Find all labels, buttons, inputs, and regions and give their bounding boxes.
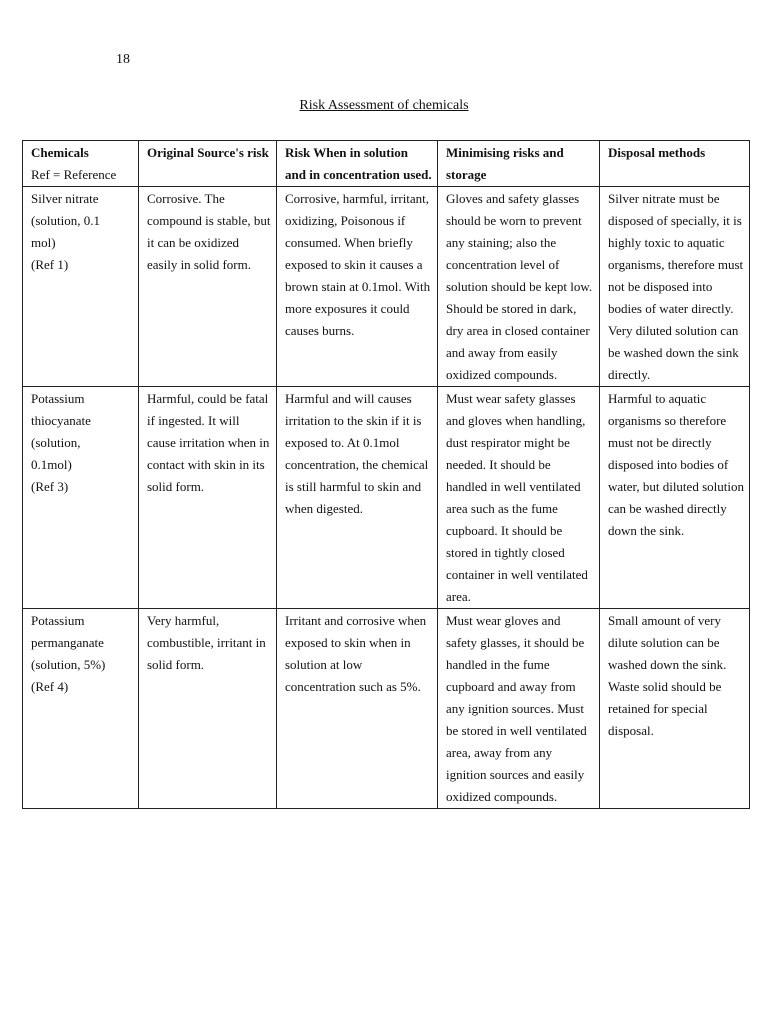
document-title — [0, 98, 768, 114]
cell-solution-risk: Irritant and corrosive when exposed to skin when in solution at low concentration such as 5%. — [277, 609, 438, 809]
cell-chemical — [23, 187, 139, 387]
header-disposal: Disposal methods — [600, 141, 750, 187]
header-chemicals — [23, 141, 139, 187]
chemical-line: (Ref 4) — [31, 679, 69, 694]
chemical-line: mol) — [31, 235, 56, 250]
table-row — [23, 609, 750, 809]
cell-source-risk: Harmful, could be fatal if ingested. It will cause irritation when in contact with skin in its solid form. — [139, 387, 277, 609]
cell-disposal: Small amount of very dilute solution can be washed down the sink. Waste solid should be retained for special disposal. — [600, 609, 750, 809]
header-chemicals-subtitle: Ref = Reference — [31, 167, 117, 182]
chemical-line: Potassium — [31, 613, 85, 628]
cell-minimising: Must wear gloves and safety glasses, it should be handled in the fume cupboard and away from any ignition sources. Must be stored in well ventilated area, away from any ignition sources and easily oxidized compounds. — [438, 609, 600, 809]
document-title-text: Risk Assessment of chemicals — [299, 98, 469, 113]
header-solution-risk: Risk When in solution and in concentration used. — [277, 141, 438, 187]
cell-minimising: Must wear safety glasses and gloves when handling, dust respirator might be needed. It should be handled in well ventilated area such as the fume cupboard. It should be stored in tightly closed container in well ventilated area. — [438, 387, 600, 609]
chemical-line: (solution, 0.1 — [31, 213, 100, 228]
cell-source-risk: Very harmful, combustible, irritant in solid form. — [139, 609, 277, 809]
cell-chemical — [23, 387, 139, 609]
table-row — [23, 387, 750, 609]
chemical-line: thiocyanate — [31, 413, 91, 428]
chemical-line: Potassium — [31, 391, 85, 406]
cell-solution-risk: Corrosive, harmful, irritant, oxidizing, Poisonous if consumed. When briefly exposed to skin it causes a brown stain at 0.1mol. With more exposures it could causes burns. — [277, 187, 438, 387]
table-header-row — [23, 141, 750, 187]
chemical-line: 0.1mol) — [31, 457, 72, 472]
cell-solution-risk: Harmful and will causes irritation to the skin if it is exposed to. At 0.1mol concentration, the chemical is still harmful to skin and when digested. — [277, 387, 438, 609]
chemical-line: permanganate — [31, 635, 104, 650]
chemical-line: (Ref 1) — [31, 257, 69, 272]
chemical-line: Silver nitrate — [31, 191, 99, 206]
cell-source-risk: Corrosive. The compound is stable, but it can be oxidized easily in solid form. — [139, 187, 277, 387]
header-minimising: Minimising risks and storage — [438, 141, 600, 187]
chemical-line: (Ref 3) — [31, 479, 69, 494]
chemical-line: (solution, — [31, 435, 81, 450]
header-chemicals-title: Chemicals — [31, 145, 89, 160]
cell-chemical — [23, 609, 139, 809]
cell-disposal: Silver nitrate must be disposed of specially, it is highly toxic to aquatic organisms, therefore must not be disposed into bodies of water directly. Very diluted solution can be washed down the sink directly. — [600, 187, 750, 387]
chemical-line: (solution, 5%) — [31, 657, 106, 672]
page-number: 18 — [116, 52, 130, 67]
risk-assessment-table — [22, 140, 750, 809]
cell-minimising: Gloves and safety glasses should be worn to prevent any staining; also the concentration level of solution should be kept low. Should be stored in dark, dry area in closed container and away from easily oxidized compounds. — [438, 187, 600, 387]
header-source-risk: Original Source's risk — [139, 141, 277, 187]
table-row — [23, 187, 750, 387]
cell-disposal: Harmful to aquatic organisms so therefore must not be directly disposed into bodies of water, but diluted solution can be washed directly down the sink. — [600, 387, 750, 609]
